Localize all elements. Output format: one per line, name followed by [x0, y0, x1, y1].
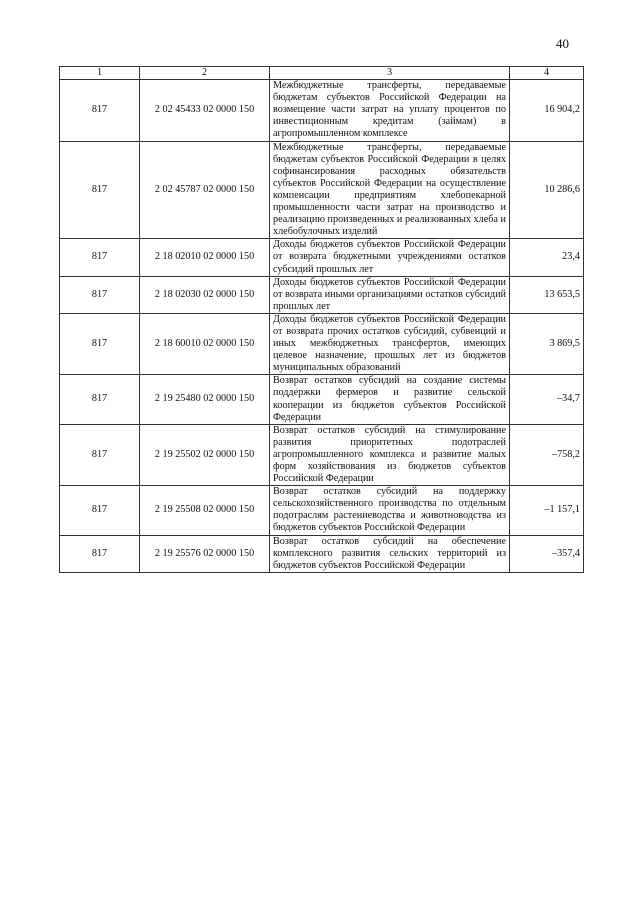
- amount-cell: 3 869,5: [510, 313, 584, 374]
- admin-code-cell: 817: [60, 276, 140, 313]
- admin-code-cell: 817: [60, 313, 140, 374]
- column-header-4: 4: [510, 67, 584, 80]
- admin-code-cell: 817: [60, 486, 140, 535]
- admin-code-cell: 817: [60, 375, 140, 424]
- amount-cell: 16 904,2: [510, 80, 584, 141]
- revenue-code-cell: 2 19 25576 02 0000 150: [140, 535, 270, 572]
- amount-cell: –357,4: [510, 535, 584, 572]
- description-cell: Доходы бюджетов субъектов Российской Федерации от возврата бюджетными учреждениями остатков субсидий прошлых лет: [270, 239, 510, 276]
- description-cell: Межбюджетные трансферты, передаваемые бюджетам субъектов Российской Федерации в целях софинансирования расходных обязательств субъектов Российской Федерации на осуществление компенсации предприятиям хлебопекарной промышленности части затрат на производство и реализацию произведенных и реализованных хлеба и хлебобулочных изделий: [270, 141, 510, 239]
- amount-cell: 10 286,6: [510, 141, 584, 239]
- description-cell: Доходы бюджетов субъектов Российской Федерации от возврата прочих остатков субсидий, субвенций и иных межбюджетных трансфертов, имеющих целевое назначение, прошлых лет из бюджетов муниципальных образований: [270, 313, 510, 374]
- description-cell: Возврат остатков субсидий на обеспечение комплексного развития сельских территорий из бюджетов субъектов Российской Федерации: [270, 535, 510, 572]
- description-cell: Возврат остатков субсидий на создание системы поддержки фермеров и развитие сельской кооперации из бюджетов субъектов Российской Федерации: [270, 375, 510, 424]
- revenue-code-cell: 2 18 60010 02 0000 150: [140, 313, 270, 374]
- revenue-code-cell: 2 19 25480 02 0000 150: [140, 375, 270, 424]
- table-row: [60, 276, 584, 313]
- revenue-code-cell: 2 18 02010 02 0000 150: [140, 239, 270, 276]
- table-row: [60, 313, 584, 374]
- revenue-code-cell: 2 02 45787 02 0000 150: [140, 141, 270, 239]
- budget-revenue-table: [59, 66, 584, 573]
- amount-cell: –1 157,1: [510, 486, 584, 535]
- table-header-row: [60, 67, 584, 80]
- description-cell: Доходы бюджетов субъектов Российской Федерации от возврата иными организациями остатков субсидий прошлых лет: [270, 276, 510, 313]
- revenue-code-cell: 2 02 45433 02 0000 150: [140, 80, 270, 141]
- revenue-code-cell: 2 19 25502 02 0000 150: [140, 424, 270, 485]
- description-cell: Межбюджетные трансферты, передаваемые бюджетам субъектов Российской Федерации на возмещение части затрат на уплату процентов по инвестиционным кредитам (займам) в агропромышленном комплексе: [270, 80, 510, 141]
- amount-cell: –34,7: [510, 375, 584, 424]
- table-row: [60, 375, 584, 424]
- table-row: [60, 239, 584, 276]
- description-cell: Возврат остатков субсидий на поддержку сельскохозяйственного производства по отдельным подотраслям растениеводства и животноводства из бюджетов субъектов Российской Федерации: [270, 486, 510, 535]
- admin-code-cell: 817: [60, 239, 140, 276]
- table-row: [60, 141, 584, 239]
- table-row: [60, 80, 584, 141]
- revenue-code-cell: 2 18 02030 02 0000 150: [140, 276, 270, 313]
- admin-code-cell: 817: [60, 424, 140, 485]
- revenue-code-cell: 2 19 25508 02 0000 150: [140, 486, 270, 535]
- amount-cell: –758,2: [510, 424, 584, 485]
- table-row: [60, 424, 584, 485]
- admin-code-cell: 817: [60, 141, 140, 239]
- description-cell: Возврат остатков субсидий на стимулирование развития приоритетных подотраслей агропромышленного комплекса и развитие малых форм хозяйствования из бюджетов субъектов Российской Федерации: [270, 424, 510, 485]
- page-number: 40: [556, 36, 569, 51]
- column-header-2: 2: [140, 67, 270, 80]
- amount-cell: 13 653,5: [510, 276, 584, 313]
- amount-cell: 23,4: [510, 239, 584, 276]
- column-header-1: 1: [60, 67, 140, 80]
- table-row: [60, 486, 584, 535]
- admin-code-cell: 817: [60, 80, 140, 141]
- table-row: [60, 535, 584, 572]
- column-header-3: 3: [270, 67, 510, 80]
- admin-code-cell: 817: [60, 535, 140, 572]
